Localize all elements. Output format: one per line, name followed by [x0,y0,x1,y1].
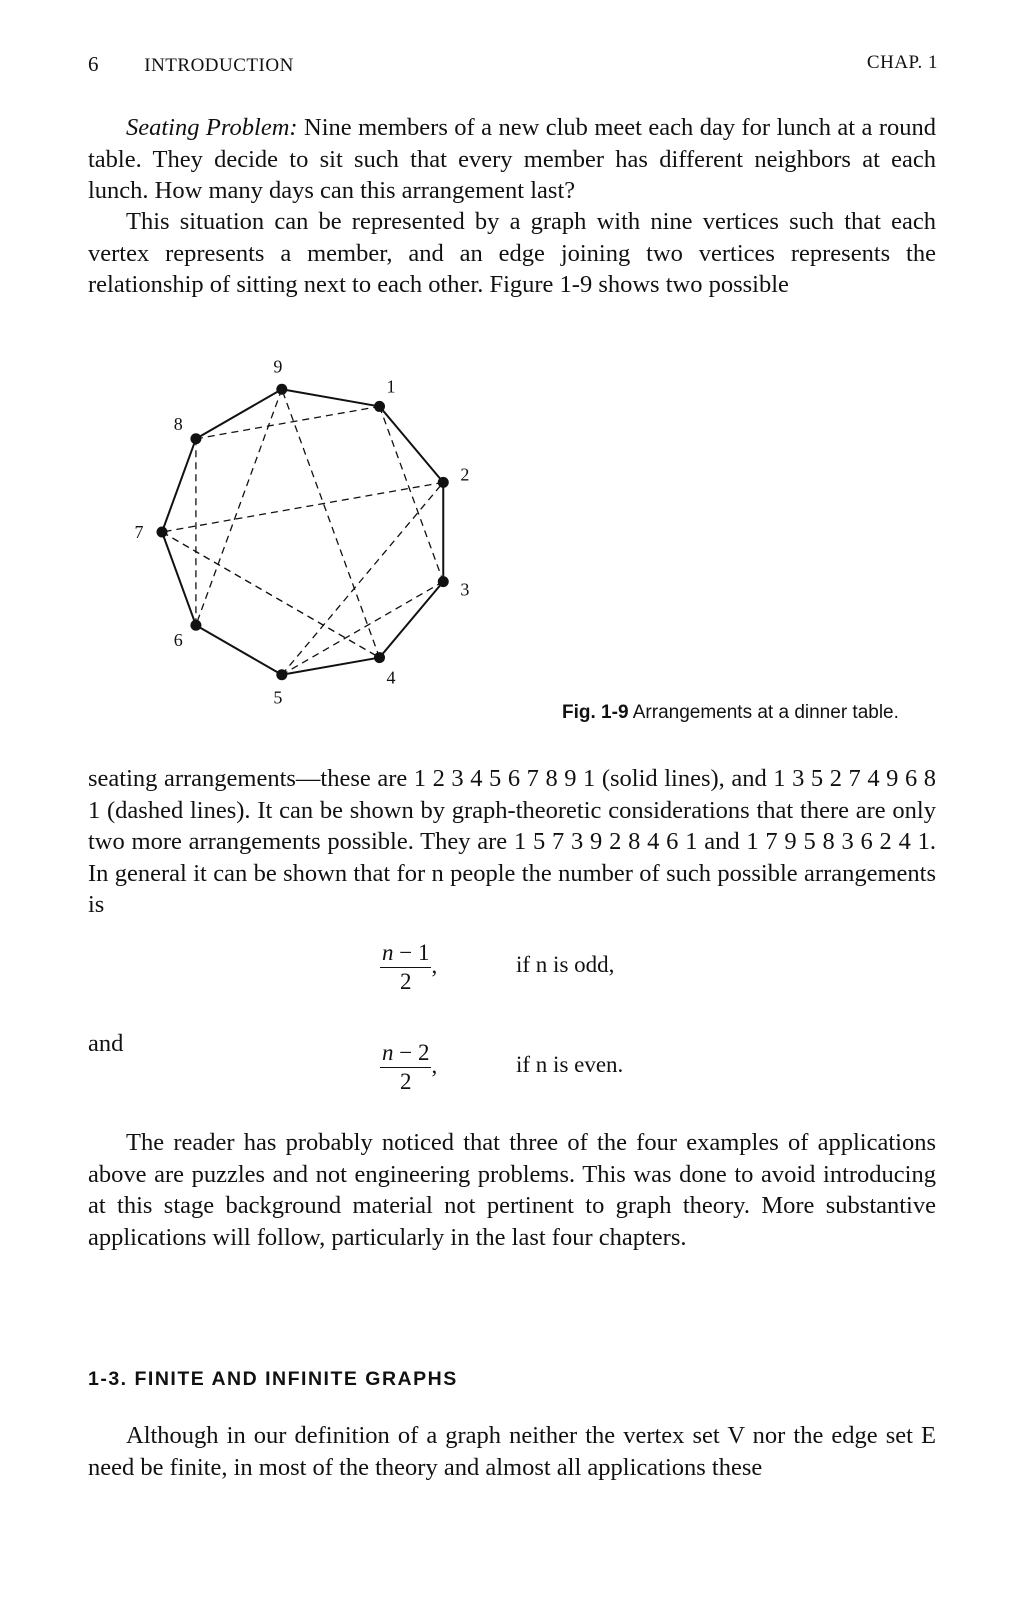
dashed-edge-5-2 [282,482,443,674]
fraction-bar-even [380,1067,431,1068]
fraction-bar-odd [380,967,431,968]
dashed-edge-7-4 [162,532,380,658]
vertex-label-9: 9 [273,356,283,377]
and-word: and [88,1030,124,1057]
vertex-2 [438,477,449,488]
vertex-label-7: 7 [134,522,144,542]
seating-problem-lead: Seating Problem: [126,114,298,141]
denominator-even: 2 [399,1069,412,1094]
dashed-edge-2-7 [162,482,443,532]
numerator-var-odd: n [382,940,394,965]
page-header-left [88,52,294,77]
solid-edge-3-4 [380,582,444,658]
fraction-odd [380,940,431,995]
solid-edge-7-8 [162,439,196,532]
paragraph-arrangements: seating arrangements—these are 1 2 3 4 5 6 7 8 9 1 (solid lines), and 1 3 5 2 7 4 9 6 8 1 (dashed lines). It can be shown by graph-theoretic considerations that there are only two more arrangements possible. They are 1 5 7 3 9 2 8 4 6 1 and 1 7 9 5 8 3 6 2 4 1. In general it can be shown that for n people the number of such possible arrangements is [88,765,936,918]
condition-odd: if n is odd, [516,952,615,977]
section-heading: 1-3. FINITE AND INFINITE GRAPHS [88,1368,458,1390]
figure-caption [562,700,936,725]
caption-label: Fig. 1-9 [562,702,629,723]
paragraph-finite-graphs: Although in our definition of a graph neither the vertex set V nor the edge set E need be finite, in most of the theory and almost all applications these [88,1422,936,1481]
denominator-odd: 2 [399,969,412,994]
vertex-5 [276,669,287,680]
fraction-even [380,1040,431,1095]
vertex-label-8: 8 [173,414,183,435]
vertex-3 [438,576,449,587]
numerator-rest-odd: − 1 [393,940,430,965]
solid-edge-5-6 [196,625,282,675]
paragraph-applications-note: The reader has probably noticed that three of the four examples of applications above are puzzles and not engineering problems. This was done to avoid introducing at this stage background material not pertinent to graph theory. More substantive applications will follow, particularly in the last four chapters. [88,1129,936,1251]
vertex-6 [190,620,201,631]
vertex-1 [374,401,385,412]
caption-text: Arrangements at a dinner table. [628,702,899,723]
vertex-label-1: 1 [386,376,396,397]
vertex-label-6: 6 [173,629,183,650]
solid-edge-8-9 [196,389,282,439]
vertex-label-4: 4 [386,667,396,688]
dashed-edge-9-6 [196,389,282,625]
numerator-var-even: n [382,1040,394,1065]
numerator-rest-even: − 2 [393,1040,430,1065]
seating-graph [134,340,550,740]
vertex-label-2: 2 [460,464,470,485]
chapter-title: INTRODUCTION [144,55,294,76]
solid-edge-1-2 [380,406,444,482]
vertex-7 [157,527,168,538]
solid-edge-6-7 [162,532,196,625]
paragraph-seating-problem [88,112,936,207]
condition-even: if n is even. [516,1052,624,1077]
formula-even: $\frac{n - 2}{2}$ , if n is even. [382,1040,624,1094]
seating-problem-text: Nine members of a new club meet each day for lunch at a round table. They decide to sit such that every member has different neighbors at each lunch. How many days can this arrangement last? [88,114,936,204]
paragraph-graph-representation: This situation can be represented by a graph with nine vertices such that each vertex represents a member, and an edge joining two vertices represents the relationship of sitting next to each other. Figure 1-9 shows two possible [88,208,936,298]
vertex-8 [190,433,201,444]
formula-odd: $\frac{n - 1}{2}$ , if n is odd, [382,940,615,994]
vertex-4 [374,652,385,663]
vertex-9 [276,384,287,395]
vertex-label-5: 5 [273,687,283,708]
page-number: 6 [88,52,99,76]
figure-1-9 [134,340,550,740]
solid-edge-9-1 [282,389,380,406]
vertex-label-3: 3 [460,579,470,600]
dashed-edge-1-3 [380,406,444,581]
chapter-label: CHAP. 1 [866,52,938,73]
